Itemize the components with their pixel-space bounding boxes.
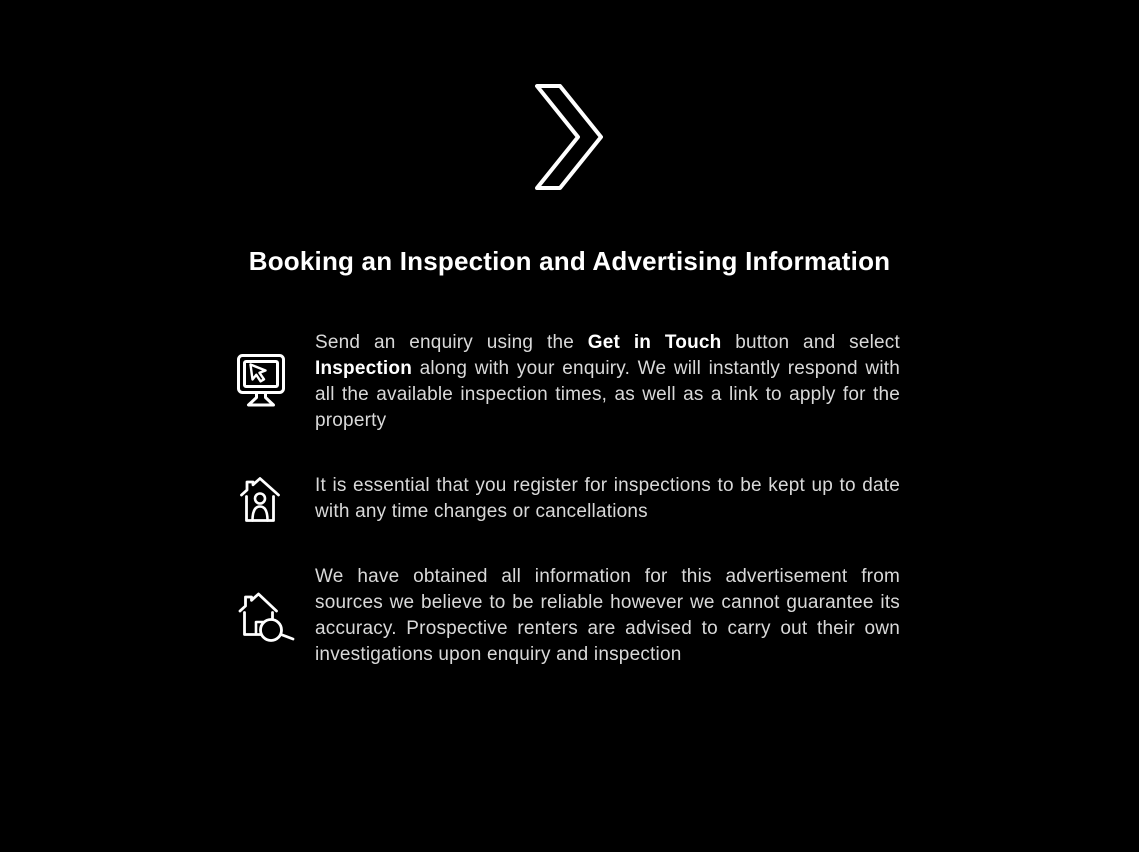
page-title: Booking an Inspection and Advertising Information — [248, 246, 891, 276]
info-row-disclaimer — [237, 564, 900, 668]
info-text-register: It is essential that you register for inspections to be kept up to date with any time changes or cancellations — [315, 475, 900, 522]
info-row-register — [237, 473, 900, 525]
info-text-disclaimer: We have obtained all information for this advertisement from sources we believe to be reliable however we cannot guarantee its accuracy. Prospective renters are advised to carry out their own investigations upon enquiry and inspection — [315, 566, 900, 665]
info-row-booking — [237, 330, 900, 434]
house-magnifier-icon — [237, 589, 315, 643]
info-list — [237, 330, 900, 707]
info-text-booking: Send an enquiry using the Get in Touch button and select Inspection along with your enquiry. We will instantly respond with all the available inspection times, as well as a link to apply for the property — [315, 332, 900, 431]
house-person-icon — [237, 475, 315, 523]
chevron-right-icon — [535, 84, 603, 190]
monitor-cursor-icon — [237, 354, 315, 411]
